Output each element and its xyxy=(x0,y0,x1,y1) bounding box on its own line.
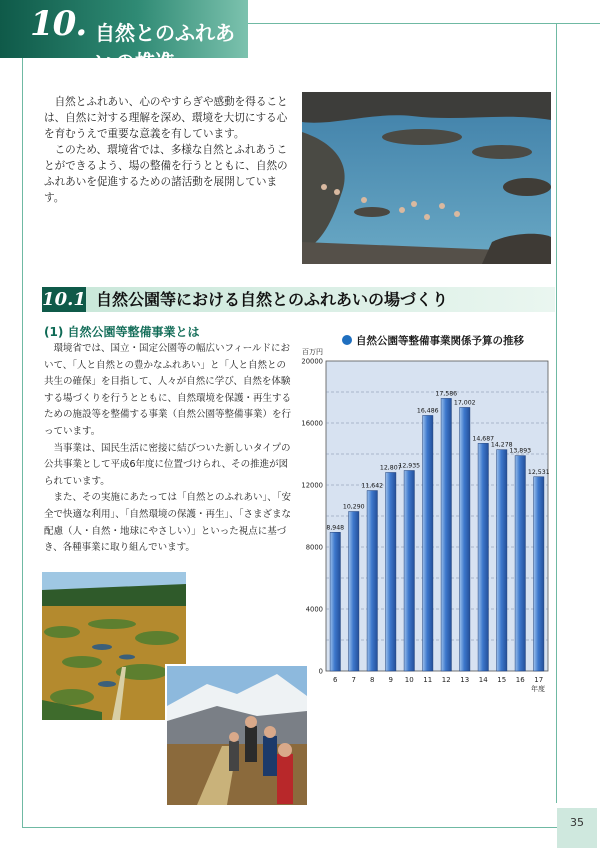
intro-text xyxy=(44,94,291,206)
body-paragraph: 環境省では、国立・国定公園等の幅広いフィールドにおいて、「人と自然との豊かなふれあい」と「人と自然との共生の確保」を目指して、人々が自然に学び、自然を体験する場づくりを行うとともに、自然環境を保護・再生するための施設等を整備する事業（自然公園等整備事業）を行っています。 xyxy=(44,343,292,437)
x-tick-label: 16 xyxy=(515,676,525,684)
x-tick-label: 13 xyxy=(460,676,470,684)
bar-value-label: 14,278 xyxy=(490,441,513,449)
x-tick-label: 6 xyxy=(333,676,338,684)
bar xyxy=(460,407,470,671)
bar-value-label: 16,486 xyxy=(416,407,439,415)
bottom-frame-line xyxy=(22,827,557,828)
bar-value-label: 12,935 xyxy=(398,462,421,470)
bar-value-label: 10,290 xyxy=(342,503,365,511)
page-number: 35 xyxy=(557,808,597,848)
bar-value-label: 17,586 xyxy=(435,390,458,398)
x-tick-label: 8 xyxy=(370,676,375,684)
chapter-banner xyxy=(0,0,248,74)
section-title: 自然公園等における自然とのふれあいの場づくり xyxy=(96,290,449,309)
x-axis-unit-label: 年度 xyxy=(531,685,545,693)
bar-value-label: 17,002 xyxy=(453,399,476,407)
x-tick-label: 9 xyxy=(388,676,393,684)
bar xyxy=(404,471,414,671)
subsection-title: (1) 自然公園等整備事業とは xyxy=(44,325,200,339)
top-frame-line xyxy=(248,23,600,24)
bar xyxy=(423,415,433,671)
x-tick-label: 12 xyxy=(441,676,451,684)
chart-title-text: 自然公園等整備事業関係予算の推移 xyxy=(356,335,524,347)
bar xyxy=(349,512,359,671)
y-tick-label: 0 xyxy=(318,667,323,676)
bar xyxy=(367,491,377,671)
bar-value-label: 8,948 xyxy=(326,524,345,532)
left-frame-line xyxy=(22,58,23,828)
section-number: 10.1 xyxy=(42,289,86,310)
y-tick-label: 16000 xyxy=(301,419,323,428)
x-tick-label: 14 xyxy=(478,676,488,684)
y-tick-label: 8000 xyxy=(305,543,323,552)
body-paragraph: また、その実施にあたっては「自然とのふれあい」、「安全で快適な利用」、「自然環境の保護・再生」、「さまざまな配慮（人・自然・地球にやさしい）」といった視点に基づき、各種事業に取り組んでいます。 xyxy=(44,492,292,554)
bar-value-label: 11,642 xyxy=(361,482,384,490)
x-tick-label: 15 xyxy=(497,676,507,684)
bar-value-label: 12,807 xyxy=(379,464,402,472)
bar xyxy=(515,456,525,671)
chapter-number: 10. xyxy=(30,4,87,44)
bar-value-label: 14,687 xyxy=(472,435,495,443)
bar xyxy=(534,477,544,671)
y-tick-label: 4000 xyxy=(305,605,323,614)
x-tick-label: 10 xyxy=(404,676,414,684)
bar-value-label: 12,531 xyxy=(527,468,550,476)
seashore-photo xyxy=(302,92,551,264)
y-tick-label: 20000 xyxy=(301,357,323,366)
body-paragraph: 当事業は、国民生活に密接に結びついた新しいタイプの公共事業として平成6年度に位置づけられ、その推進が図られています。 xyxy=(44,442,291,487)
bar xyxy=(386,472,396,671)
hikers-photo xyxy=(165,664,309,807)
y-axis-unit-label: 百万円 xyxy=(302,348,323,356)
bar xyxy=(441,398,451,671)
budget-bar-chart xyxy=(298,344,553,694)
intro-paragraph: 自然とふれあい、心のやすらぎや感動を得ることは、自然に対する理解を深め、環境を大切にする心を育むうえで重要な意義を有しています。 xyxy=(44,96,288,140)
x-tick-label: 17 xyxy=(534,676,544,684)
intro-paragraph: このため、環境省では、多様な自然とふれあうことができるよう、場の整備を行うとともに、自然のふれあいを促進するための諸活動を展開しています。 xyxy=(44,144,288,204)
x-tick-label: 7 xyxy=(351,676,356,684)
section-header xyxy=(42,287,555,312)
bar xyxy=(497,450,507,671)
bar xyxy=(478,443,488,671)
body-text xyxy=(44,341,295,557)
bar xyxy=(330,532,340,671)
x-tick-label: 11 xyxy=(423,676,433,684)
right-frame-line xyxy=(556,23,557,803)
bar-value-label: 13,893 xyxy=(509,447,532,455)
chapter-title: 自然とのふれあいの推進 xyxy=(95,21,235,74)
y-tick-label: 12000 xyxy=(301,481,323,490)
